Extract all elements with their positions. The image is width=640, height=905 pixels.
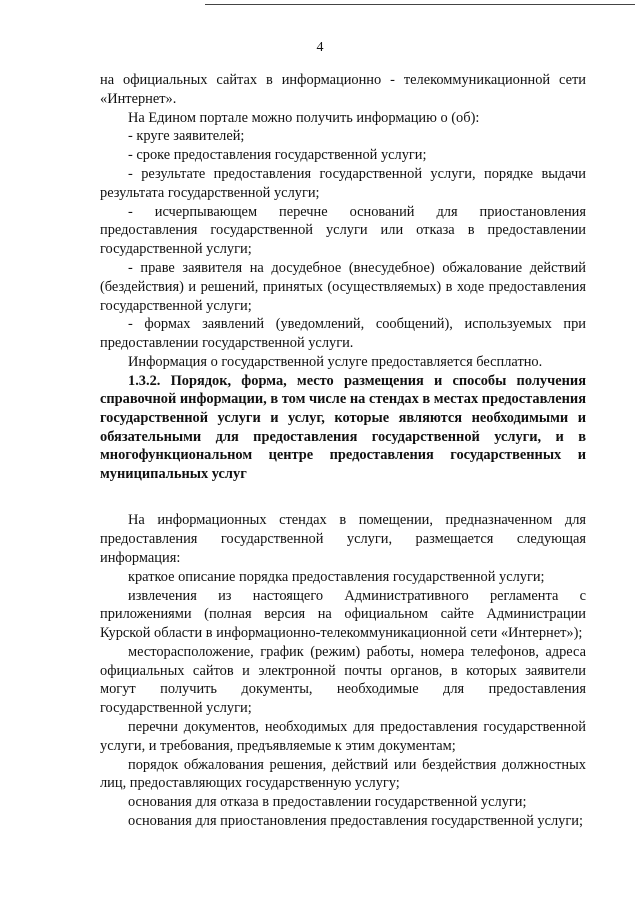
list-item-appeal-procedure: порядок обжалования решения, действий или бездействия должностных лиц, предоставляющих государственную услугу;	[100, 756, 586, 792]
list-item-documents: перечни документов, необходимых для предоставления государственной услуги, и требования, предъявляемые к этим документам;	[100, 719, 586, 754]
page-number: 4	[316, 40, 324, 55]
section-heading: 1.3.2. Порядок, форма, место размещения и способы получения справочной информации, в том числе на стендах в местах предоставления государственной услуги и услуг, которые являются необходимыми и обязательными для предоставления государственной услуги, и в многофункциональном центре предоставления государственных и муниципальных услуг	[100, 372, 586, 482]
list-item-refusal-grounds: основания для отказа в предоставлении государственной услуги;	[128, 794, 527, 811]
paragraph-internet: на официальных сайтах в информационно - телекоммуникационной сети «Интернет».	[100, 72, 586, 107]
top-rule	[205, 4, 635, 5]
list-item-suspension-grounds: основания для приостановления предоставления государственной услуги;	[128, 813, 583, 830]
list-item-extracts: извлечения из настоящего Административного регламента с приложениями (полная версия на официальном сайте Администрации Курской области в информационно-телекоммуникационной сети «Интернет»);	[100, 587, 586, 642]
list-item-term: - сроке предоставления государственной услуги;	[128, 147, 427, 164]
list-item-appeal-right: - праве заявителя на досудебное (внесудебное) обжалование действий (бездействия) и решений, принятых (осуществляемых) в ходе предоставления государственной услуги;	[100, 259, 586, 314]
list-item-forms: - формах заявлений (уведомлений, сообщений), используемых при предоставлении государственной услуги.	[100, 316, 586, 352]
paragraph-portal-intro: На Едином портале можно получить информацию о (об):	[128, 109, 480, 126]
paragraph-stands-intro: На информационных стендах в помещении, предназначенном для предоставления государственной услуги, размещается следующая информация:	[100, 512, 586, 566]
list-item-description: краткое описание порядка предоставления государственной услуги;	[128, 568, 545, 585]
paragraph-free-info: Информация о государственной услуге предоставляется бесплатно.	[128, 353, 543, 370]
list-item-applicants: - круге заявителей;	[128, 128, 245, 145]
document-body	[100, 71, 586, 831]
list-item-location: месторасположение, график (режим) работы, номера телефонов, адреса официальных сайтов и электронной почты органов, в которых заявители могут получить документы, необходимые для предоставления государственной услуги;	[100, 643, 586, 717]
list-item-result: - результате предоставления государственной услуги, порядке выдачи результата государственной услуги;	[100, 165, 586, 201]
list-item-grounds: - исчерпывающем перечне оснований для приостановления предоставления государственной услуги или отказа в предоставлении государственной услуги;	[100, 203, 586, 258]
